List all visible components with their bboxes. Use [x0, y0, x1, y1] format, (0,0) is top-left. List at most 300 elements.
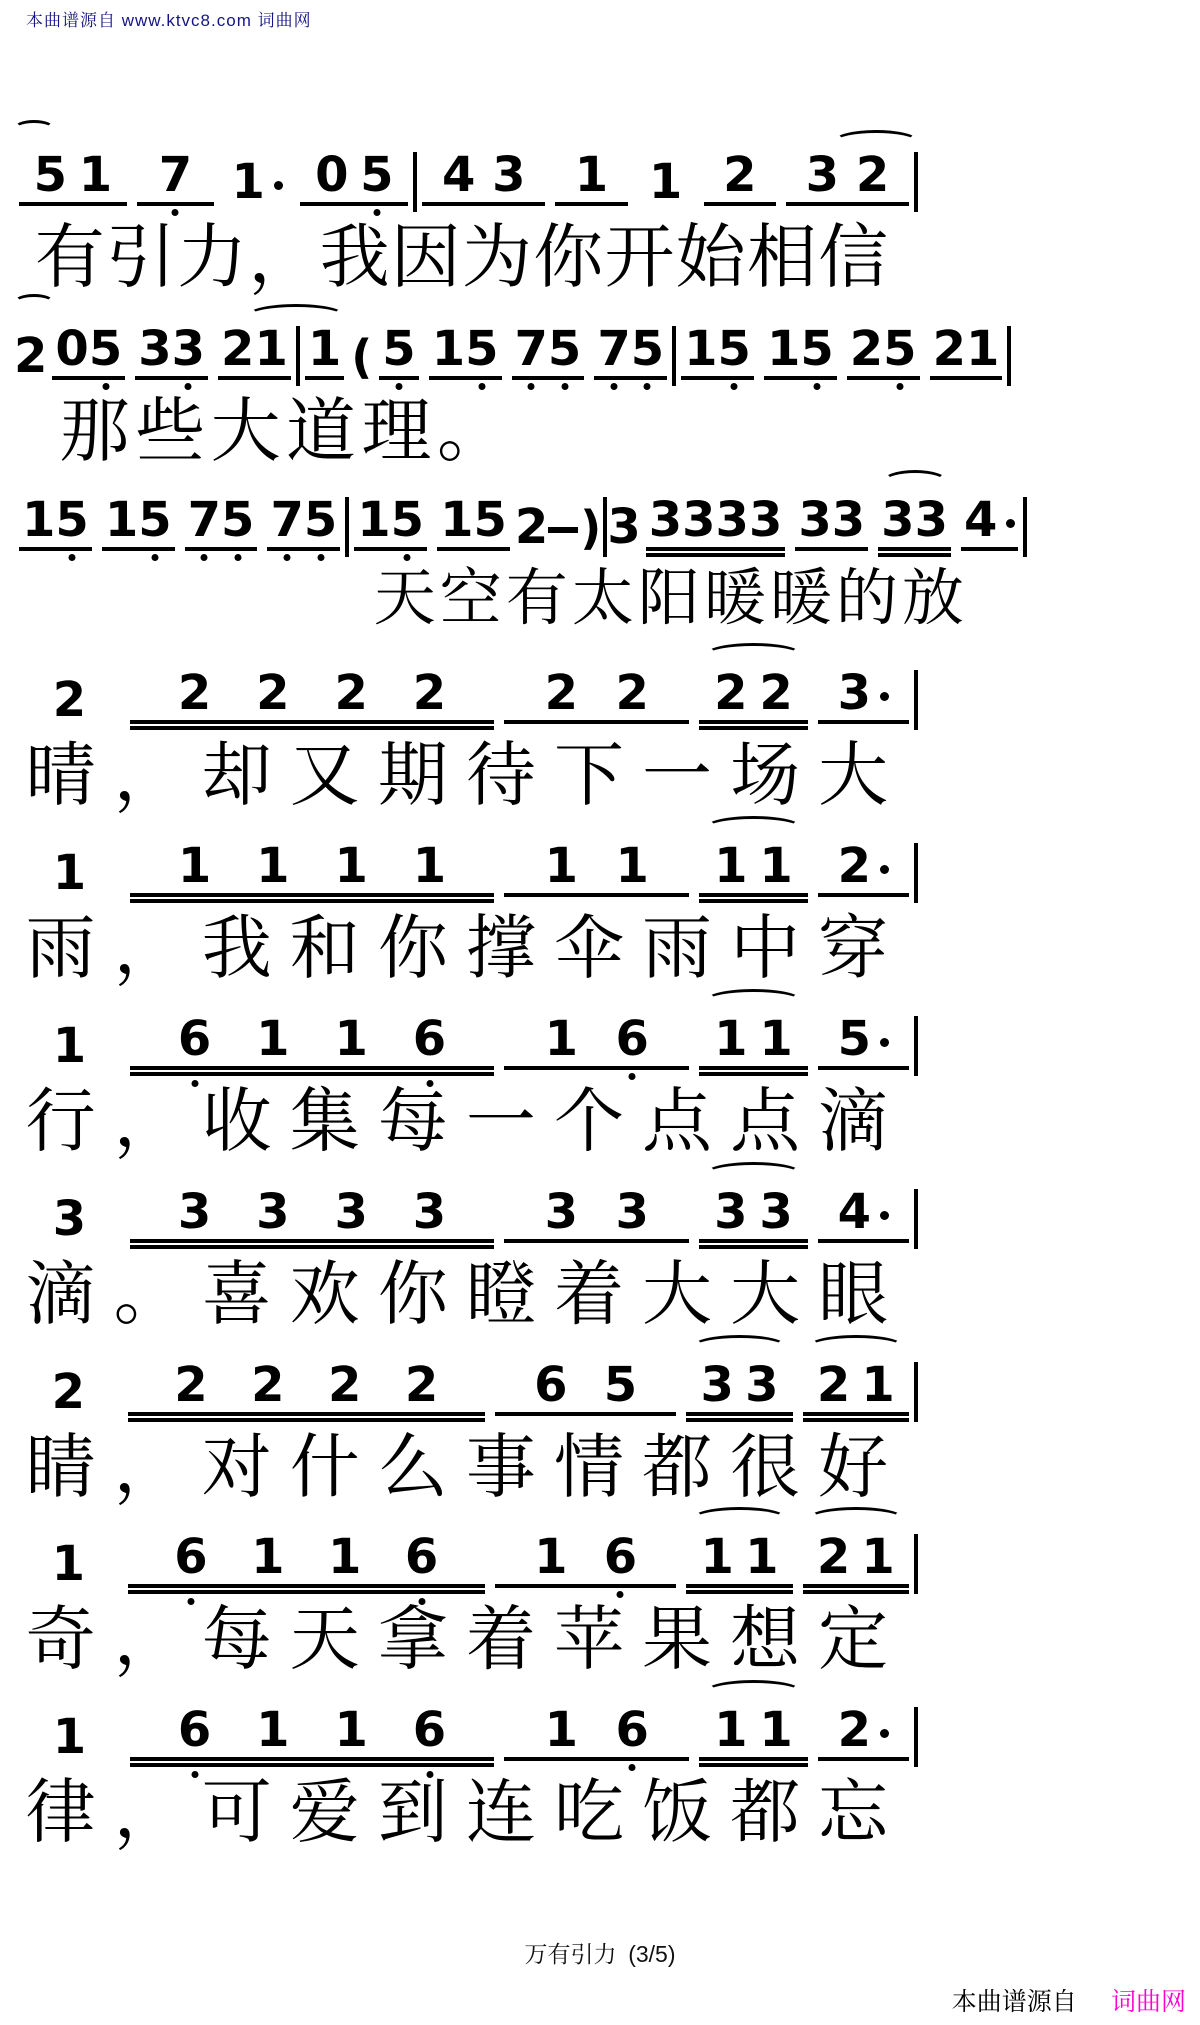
note: 1	[648, 154, 683, 210]
note: 5	[33, 147, 68, 203]
score-row-9	[12, 1500, 920, 1686]
note: 6	[178, 1706, 211, 1754]
note: 1	[251, 1529, 285, 1585]
note: 1	[78, 147, 113, 203]
lyric-char: 那	[59, 394, 130, 471]
lyric-char: 定	[818, 1602, 889, 1679]
lyric-char: 相	[746, 220, 817, 297]
note: 7	[597, 325, 630, 373]
lyrics-line-7	[26, 1257, 889, 1334]
lyric-char: 太	[571, 565, 634, 633]
note: 1	[714, 838, 748, 894]
lyric-char: 好	[818, 1430, 889, 1507]
note-group	[437, 492, 510, 551]
note-group	[130, 838, 494, 897]
tie-arc	[706, 989, 801, 1011]
note: 2	[514, 499, 549, 555]
note: 5	[304, 496, 337, 544]
note: 1	[544, 1702, 579, 1758]
note: 2	[174, 1357, 208, 1413]
augmentation-dot	[274, 181, 283, 190]
note: 2	[544, 665, 579, 721]
note-group	[19, 492, 92, 551]
lyric-char: ，	[113, 738, 184, 815]
note-group	[764, 321, 837, 380]
lyric-char: 又	[289, 738, 360, 815]
note-group	[699, 1011, 807, 1070]
note: 2	[855, 147, 890, 203]
lyric-char: 却	[201, 738, 272, 815]
lyric-char: 我	[319, 220, 390, 297]
note-group	[699, 665, 807, 724]
lyric-char: 每	[201, 1602, 272, 1679]
lyric-char: 一	[642, 738, 713, 815]
lyric-char: ，	[113, 1775, 184, 1852]
barline	[345, 497, 349, 557]
low-octave-dot	[561, 383, 568, 390]
note: 2	[816, 1529, 851, 1585]
bottom-watermark	[952, 1982, 1186, 2018]
note-group	[818, 1011, 909, 1070]
lyric-char: ，	[113, 1602, 184, 1679]
lyric-char: 律	[25, 1775, 96, 1852]
note-group	[699, 1702, 807, 1761]
note-group	[429, 321, 502, 380]
note: 3	[748, 492, 783, 548]
low-octave-dot	[629, 1764, 636, 1771]
note: 1	[714, 1702, 748, 1758]
low-octave-dot	[151, 554, 158, 561]
lyric-char: 始	[675, 220, 746, 297]
score-row-4	[12, 636, 920, 822]
lyric-char: 都	[730, 1775, 801, 1852]
note-group	[686, 1529, 792, 1588]
note-group	[786, 147, 909, 206]
lyric-char: 因	[390, 220, 461, 297]
note-group	[504, 1184, 689, 1243]
low-octave-dot	[731, 383, 738, 390]
note: 1	[759, 1011, 793, 1067]
note-group	[504, 665, 689, 724]
note-group	[379, 321, 418, 380]
note: 5	[89, 325, 122, 373]
note: 2	[334, 665, 368, 721]
note: 5	[55, 496, 88, 544]
note-group	[128, 1357, 485, 1416]
barline	[296, 326, 300, 386]
tie-arc	[693, 1335, 787, 1357]
note-group	[218, 321, 291, 380]
lyric-char: 和	[289, 911, 360, 988]
note-group	[422, 147, 545, 206]
note: 3	[334, 1184, 368, 1240]
lyric-char: 大	[730, 1257, 801, 1334]
low-octave-dot	[629, 1073, 636, 1080]
low-octave-dot	[234, 554, 241, 561]
note-group	[704, 147, 776, 206]
note: 1	[334, 1011, 368, 1067]
note: 2	[251, 1357, 285, 1413]
note-group	[130, 1184, 494, 1243]
footer	[0, 1936, 1200, 1969]
note: 7	[270, 496, 303, 544]
lyrics-line-5	[26, 911, 889, 988]
note: 7	[188, 496, 221, 544]
note: 3	[805, 147, 840, 203]
note: 1	[52, 1018, 87, 1074]
lyric-char: 可	[201, 1775, 272, 1852]
lyric-char: 道	[286, 394, 357, 471]
note-group	[52, 321, 125, 380]
note: 3	[700, 1357, 734, 1413]
tie-arc	[693, 1507, 787, 1529]
barline	[914, 670, 918, 730]
note: 6	[178, 1015, 211, 1063]
note-group	[803, 1529, 909, 1588]
lyric-char: 喜	[201, 1257, 272, 1334]
note-group	[930, 321, 1003, 380]
lyric-char: 天	[289, 1602, 360, 1679]
note-group	[795, 492, 868, 551]
note: 1	[615, 838, 649, 894]
note: 5	[473, 492, 507, 548]
note: 2	[52, 672, 87, 728]
note: 1	[307, 321, 342, 377]
score-row-5	[12, 809, 920, 995]
lyric-char: 你	[377, 911, 448, 988]
augmentation-dot	[880, 692, 889, 701]
note: 3	[759, 1184, 793, 1240]
paren-close: )	[580, 501, 602, 555]
lyric-char: 暖	[703, 565, 766, 633]
music-line-6	[12, 982, 920, 1094]
lyric-char: 到	[377, 1775, 448, 1852]
lyric-char: 放	[901, 565, 964, 633]
lyric-char: 雨	[642, 911, 713, 988]
music-line-8	[12, 1328, 920, 1440]
augmentation-dot	[880, 1211, 889, 1220]
note: 1	[965, 321, 1000, 377]
low-octave-dot	[317, 554, 324, 561]
note: 1	[256, 838, 290, 894]
lyric-char: 爱	[289, 1775, 360, 1852]
note: 4	[442, 147, 476, 203]
lyric-char: 晴	[25, 738, 96, 815]
score-row-1	[12, 118, 920, 304]
lyric-char: 我	[201, 911, 272, 988]
note: 5	[603, 1357, 638, 1413]
note: 1	[52, 1709, 87, 1765]
lyric-char: ，	[113, 1430, 184, 1507]
lyric-char: 期	[377, 738, 448, 815]
music-line-7	[12, 1155, 920, 1267]
note-group	[555, 147, 627, 206]
low-octave-dot	[617, 1591, 624, 1598]
bottom-watermark-text: 本曲谱源自	[951, 1989, 1077, 2016]
footer-page-number: (3/5)	[628, 1941, 676, 1967]
lyric-char: 忘	[818, 1775, 889, 1852]
lyric-char: 着	[465, 1602, 536, 1679]
music-line-5	[12, 809, 920, 921]
note: 3	[914, 492, 948, 548]
low-octave-dot	[395, 383, 402, 390]
lyric-char: 什	[289, 1430, 360, 1507]
note: 3	[881, 492, 915, 548]
lyric-char: 空	[439, 565, 502, 633]
barline	[914, 1016, 918, 1076]
note: 3	[682, 492, 716, 548]
lyric-char: 待	[465, 738, 536, 815]
top-watermark: 本曲谱源自 www.ktvc8.com 词曲网	[26, 11, 312, 30]
note-group	[135, 321, 208, 380]
note: 2	[615, 665, 649, 721]
lyric-char: 连	[465, 1775, 536, 1852]
lyric-char: 撑	[465, 911, 536, 988]
note: 1	[52, 845, 87, 901]
lyric-char: 的	[835, 565, 898, 633]
lyric-char: 中	[730, 911, 801, 988]
lyrics-line-3	[374, 565, 964, 633]
note-group	[681, 321, 754, 380]
augmentation-dot	[1006, 519, 1015, 528]
note: 1	[256, 1011, 290, 1067]
score-row-7	[12, 1155, 920, 1341]
note-group	[818, 1702, 909, 1761]
score-row-6	[12, 982, 920, 1168]
note-group	[803, 1357, 909, 1416]
lyrics-line-4	[26, 738, 889, 815]
tie-arc	[706, 816, 801, 838]
lyric-char: 开	[604, 220, 675, 297]
note: 3	[492, 147, 526, 203]
note-group	[130, 1702, 494, 1761]
note-group	[130, 665, 494, 724]
lyric-char: 点	[642, 1084, 713, 1161]
lyric-char: 有	[505, 565, 568, 633]
lyric-char: 大	[818, 738, 889, 815]
lyrics-line-6	[26, 1084, 889, 1161]
note: 1	[440, 492, 474, 548]
note: 6	[604, 1533, 637, 1581]
music-line-1	[12, 118, 920, 230]
note: 6	[615, 1015, 648, 1063]
note: 6	[413, 1706, 446, 1754]
tie-arc	[834, 130, 918, 152]
score-row-3	[12, 463, 998, 649]
note-group	[300, 147, 408, 206]
note: 5	[718, 325, 751, 373]
note: 1	[759, 1702, 793, 1758]
lyric-char: 苹	[553, 1602, 624, 1679]
note: 2	[932, 321, 966, 377]
note: 2	[816, 1357, 851, 1413]
note: 1	[544, 838, 579, 894]
lyric-char: 睛	[25, 1430, 96, 1507]
note: 1	[714, 1011, 748, 1067]
augmentation-dot	[880, 1038, 889, 1047]
lyric-char: 你	[533, 220, 604, 297]
lyric-char: 伞	[553, 911, 624, 988]
note: 3	[648, 492, 683, 548]
lyric-char: 一	[465, 1084, 536, 1161]
lyric-char: 瞪	[465, 1257, 536, 1334]
note: 2	[51, 1364, 86, 1420]
lyrics-line-9	[26, 1602, 889, 1679]
lyric-char: 雨	[25, 911, 96, 988]
note: 2	[849, 321, 884, 377]
note: 1	[574, 147, 609, 203]
note-group	[504, 1702, 689, 1761]
note: 0	[55, 321, 89, 377]
lyric-char: 。	[437, 394, 508, 471]
lyrics-line-2	[60, 394, 507, 471]
note: 3	[798, 492, 832, 548]
note-group	[847, 321, 920, 380]
lyric-char: 个	[553, 1084, 624, 1161]
lyric-char: 点	[730, 1084, 801, 1161]
note-group	[504, 838, 689, 897]
note: 3	[52, 1191, 87, 1247]
lyric-char: 穿	[818, 911, 889, 988]
note: 3	[256, 1184, 290, 1240]
barline	[914, 152, 918, 212]
note: 2	[328, 1357, 362, 1413]
note-group	[878, 492, 951, 551]
note: 6	[174, 1533, 207, 1581]
note: 2	[221, 321, 255, 377]
barline	[1023, 497, 1027, 557]
lyric-char: 事	[465, 1430, 536, 1507]
lyric-char: 很	[730, 1430, 801, 1507]
lyric-char: 场	[730, 738, 801, 815]
note-group	[818, 838, 909, 897]
lyric-char: 奇	[25, 1602, 96, 1679]
lyric-char: 你	[377, 1257, 448, 1334]
note-group	[305, 321, 344, 380]
barline	[672, 326, 676, 386]
low-octave-dot	[185, 383, 192, 390]
barline	[413, 152, 417, 212]
barline	[914, 843, 918, 903]
note: 3	[138, 321, 172, 377]
note: 2	[723, 147, 757, 203]
note-group	[646, 492, 786, 551]
note-group	[185, 492, 258, 551]
footer-title: 万有引力	[524, 1942, 617, 1967]
note: 5	[838, 1015, 889, 1063]
note: 1	[22, 492, 56, 548]
tie-end-arc	[14, 294, 54, 310]
lyric-char: 阳	[637, 565, 700, 633]
note: 1	[766, 321, 801, 377]
note: 3	[615, 1184, 649, 1240]
note: 3	[715, 492, 749, 548]
note: 1	[232, 158, 283, 206]
lyric-char: 些	[135, 394, 206, 471]
lyric-char: 为	[462, 220, 532, 297]
note: 5	[548, 325, 581, 373]
tie-arc	[706, 1680, 801, 1702]
barline	[914, 1189, 918, 1249]
lyric-char: 下	[553, 738, 624, 815]
score-row-2	[12, 292, 1000, 478]
note: 2	[714, 665, 748, 721]
note-group	[686, 1357, 792, 1416]
note-group	[699, 838, 807, 897]
site-link[interactable]: 词曲网	[1110, 1989, 1186, 2016]
note-group	[128, 1529, 485, 1588]
note-group	[818, 665, 909, 724]
lyric-char: 力	[177, 220, 248, 297]
low-octave-dot	[478, 383, 485, 390]
tie-arc	[883, 470, 947, 492]
note: 5	[883, 325, 916, 373]
lyric-char: ，	[113, 911, 184, 988]
note: 1	[861, 1529, 895, 1585]
lyric-char: 大	[642, 1257, 713, 1334]
tie-end-arc	[14, 120, 54, 136]
low-octave-dot	[611, 383, 618, 390]
lyric-char: 饭	[642, 1775, 713, 1852]
note: 1	[328, 1529, 362, 1585]
note: 1	[51, 1536, 86, 1592]
low-octave-dot	[102, 383, 109, 390]
note-group	[818, 1184, 909, 1243]
note: 6	[534, 1357, 568, 1413]
lyrics-line-1	[35, 220, 889, 297]
note: 5	[360, 151, 393, 199]
note-group	[495, 1529, 677, 1588]
barline	[914, 1707, 918, 1767]
note: 3	[838, 669, 889, 717]
note: 2	[177, 665, 212, 721]
lyrics-line-8	[26, 1430, 889, 1507]
low-octave-dot	[69, 554, 76, 561]
lyric-char: 收	[201, 1084, 272, 1161]
tie-arc	[706, 643, 801, 665]
note: 3	[831, 492, 866, 548]
note: 2	[404, 1357, 439, 1413]
lyric-char: 暖	[769, 565, 832, 633]
lyric-char: 大	[210, 394, 281, 471]
note-group	[961, 492, 1018, 551]
note: 1	[684, 321, 718, 377]
note: 2	[412, 665, 447, 721]
note: 3	[177, 1184, 212, 1240]
note: 3	[172, 325, 205, 373]
low-octave-dot	[644, 383, 651, 390]
note: 4	[838, 1188, 889, 1236]
note: 5	[138, 496, 171, 544]
note-group	[267, 492, 340, 551]
low-octave-dot	[814, 383, 821, 390]
note: 0	[315, 147, 349, 203]
lyric-char: 想	[730, 1602, 801, 1679]
low-octave-dot	[284, 554, 291, 561]
music-line-4	[12, 636, 920, 748]
lyric-char: 滴	[25, 1257, 96, 1334]
note: 3	[544, 1184, 579, 1240]
barline	[914, 1534, 918, 1594]
lyric-char: 有	[34, 220, 105, 297]
note-group	[699, 1184, 807, 1243]
note: 1	[104, 492, 139, 548]
barline	[914, 1362, 918, 1422]
note: 3	[745, 1357, 779, 1413]
lyric-char: 滴	[818, 1084, 889, 1161]
note: 2	[759, 665, 793, 721]
note: 1	[256, 1702, 290, 1758]
